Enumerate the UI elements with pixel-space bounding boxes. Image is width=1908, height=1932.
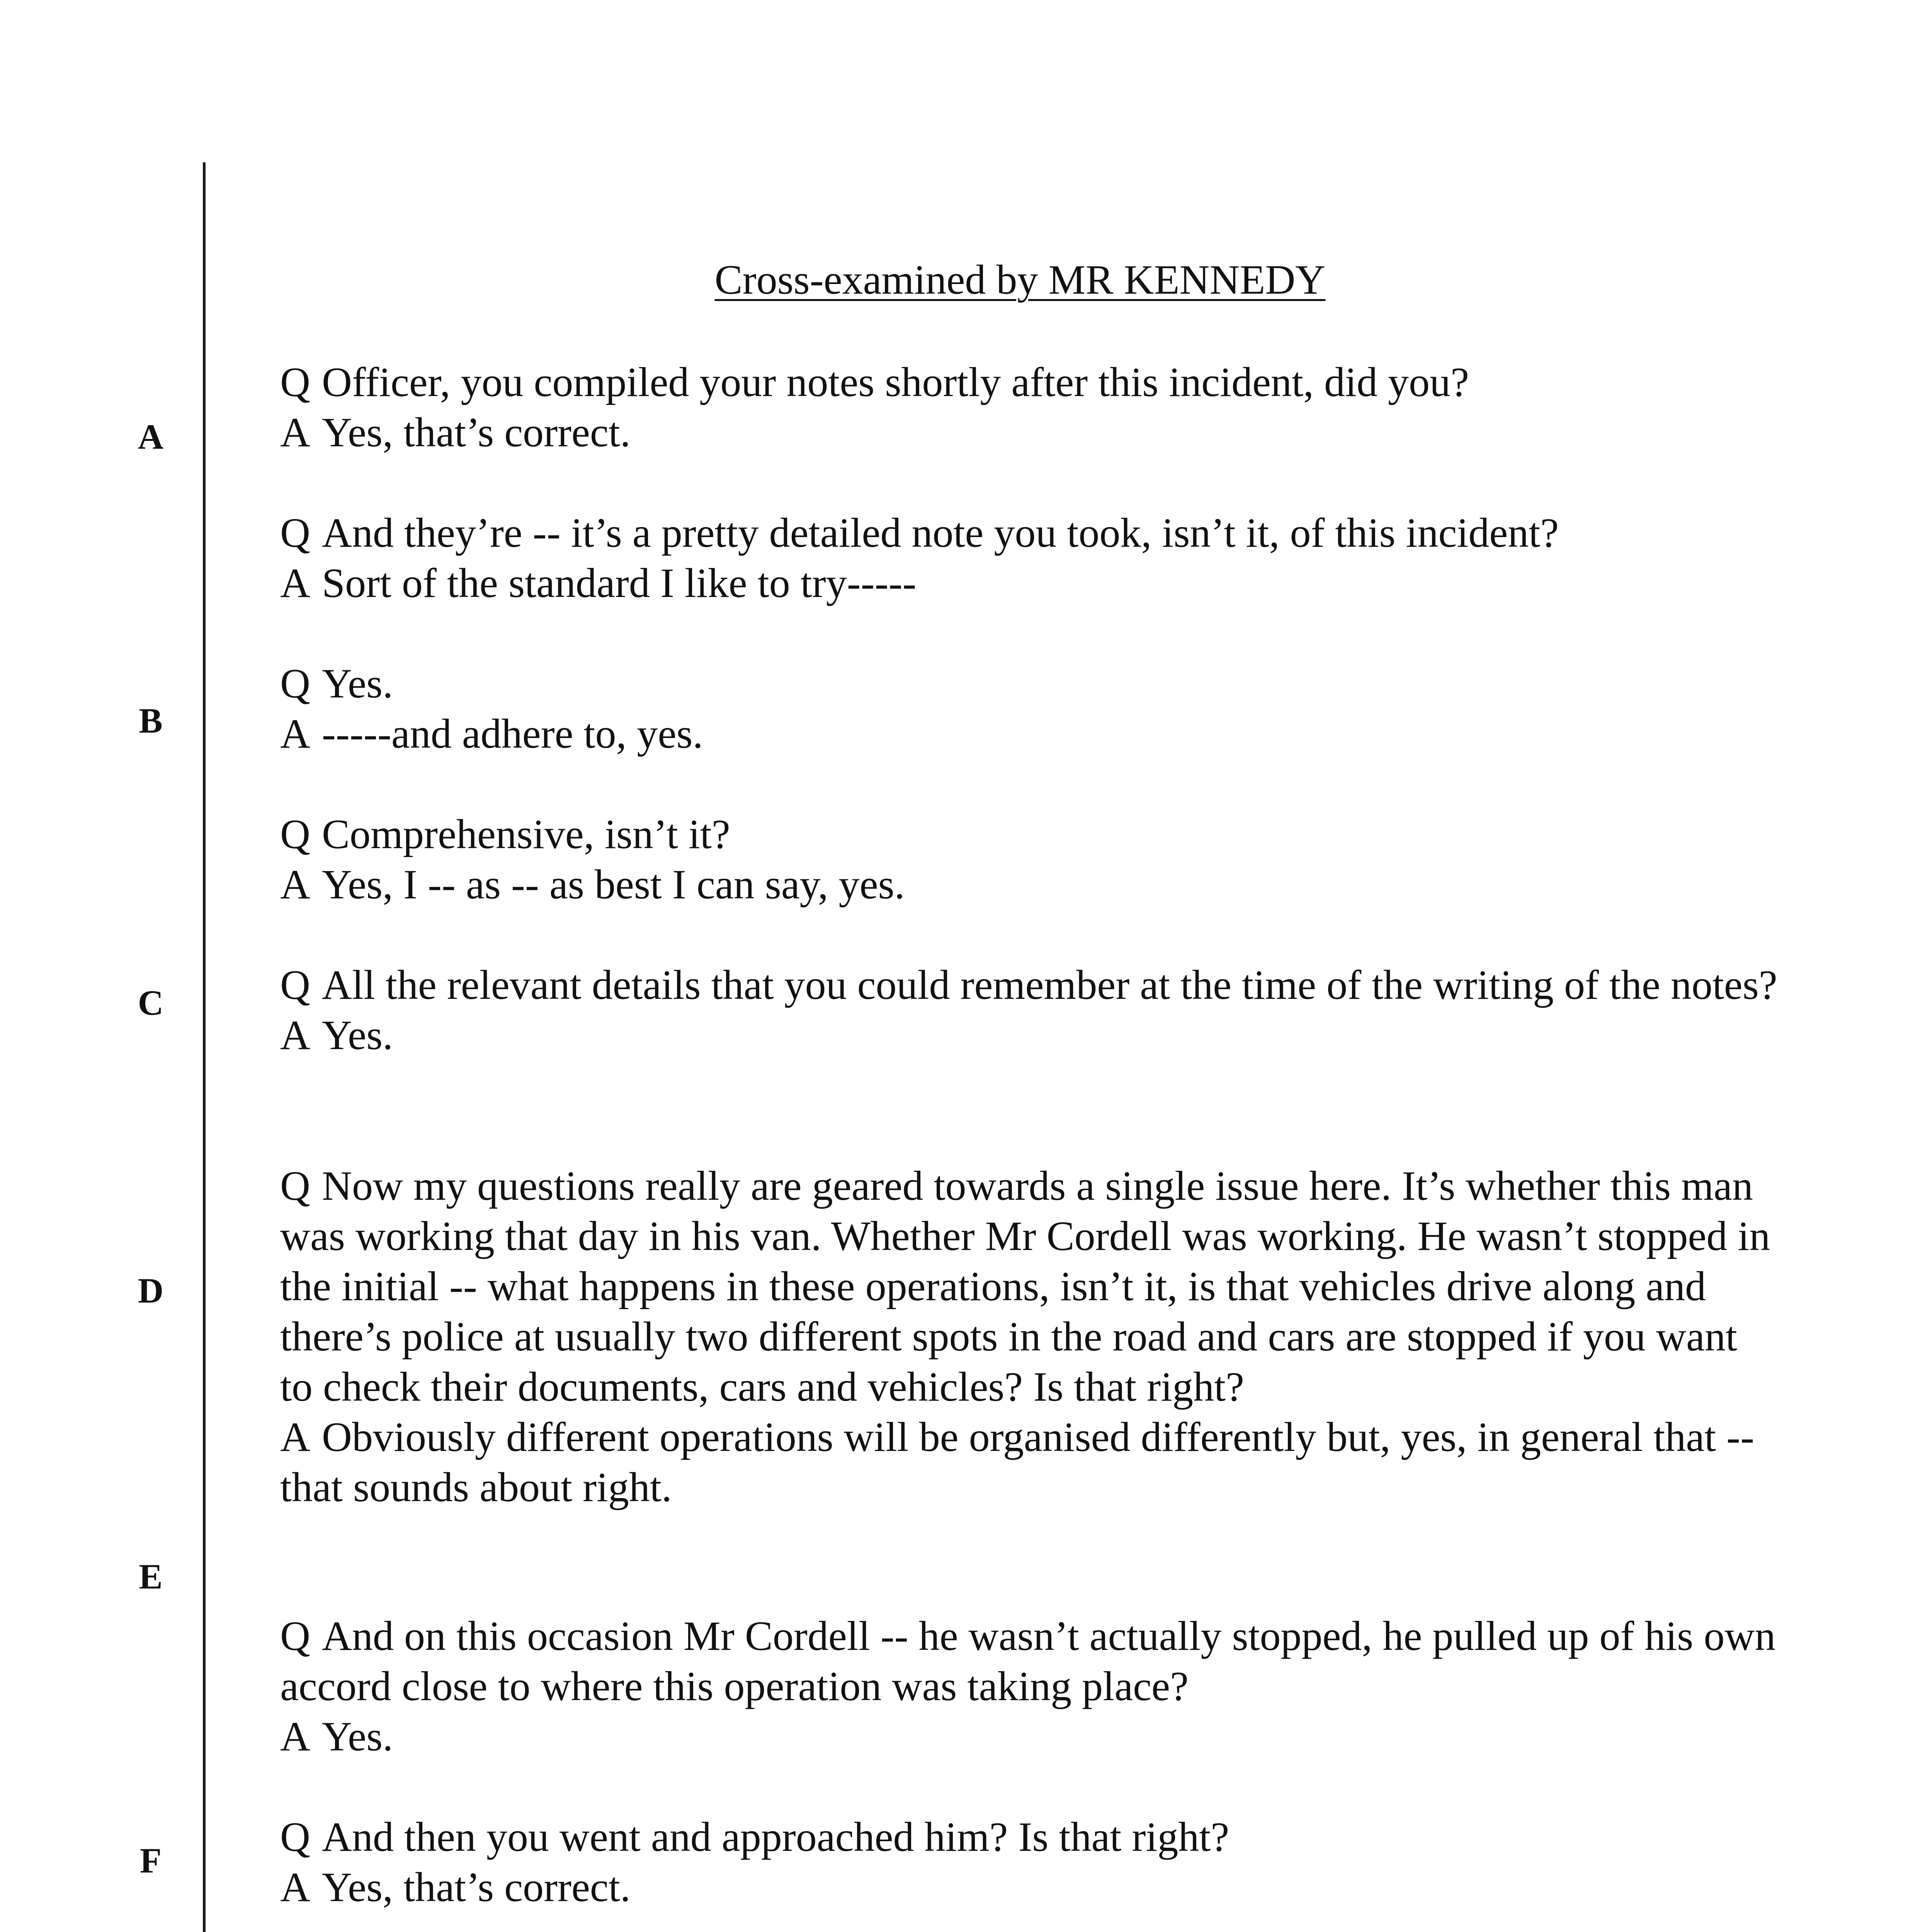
- section-heading: Cross-examined by MR KENNEDY: [714, 257, 1326, 303]
- qa-exchange: [280, 810, 1779, 910]
- answer-text: Yes, that’s correct.: [322, 1864, 631, 1910]
- question-line: [280, 1161, 1779, 1412]
- question-text: Officer, you compiled your notes shortly after this incident, did you?: [322, 359, 1469, 405]
- qa-exchange: [280, 659, 1779, 759]
- margin-rule: [203, 162, 206, 1932]
- answer-tag: A: [280, 1714, 310, 1760]
- question-line: [280, 1812, 1779, 1862]
- answer-tag: A: [280, 560, 310, 606]
- qa-exchange: [280, 1161, 1779, 1513]
- margin-letter-f: F: [139, 1841, 162, 1880]
- qa-exchange: [280, 357, 1779, 458]
- question-line: [280, 659, 1779, 709]
- answer-text: Sort of the standard I like to try-----: [322, 560, 917, 606]
- answer-line: [280, 558, 1779, 609]
- answer-line: [280, 1712, 1779, 1762]
- answer-tag: A: [280, 410, 310, 456]
- margin-letter-e: E: [139, 1557, 163, 1596]
- margin-letter-b: B: [139, 701, 163, 740]
- question-text: Now my questions really are geared towards a single issue here. It’s whether this man was working that day in his van. Whether Mr Cordell was working. He wasn’t stopped in the initial -- what happens in these operations, isn’t it, is that vehicles drive along and there’s police at usually two different spots in the road and cars are stopped if you want to check their documents, cars and vehicles? Is that right?: [280, 1163, 1770, 1410]
- answer-line: [280, 1010, 1779, 1061]
- margin-letter-a: A: [138, 417, 164, 456]
- answer-tag: A: [280, 862, 310, 908]
- answer-text: -----and adhere to, yes.: [322, 711, 703, 757]
- answer-text: Obviously different operations will be organised differently but, yes, in general that -- that sounds about right.: [280, 1414, 1755, 1510]
- question-line: [280, 960, 1779, 1010]
- answer-text: Yes.: [322, 1714, 393, 1760]
- answer-line: [280, 1862, 1779, 1913]
- answer-line: [280, 408, 1779, 458]
- answer-tag: A: [280, 1012, 310, 1058]
- question-text: Comprehensive, isn’t it?: [322, 811, 730, 857]
- answer-line: [280, 860, 1779, 910]
- question-tag: Q: [280, 962, 310, 1008]
- question-text: Yes.: [322, 661, 393, 707]
- qa-exchange: [280, 1812, 1779, 1913]
- question-line: [280, 357, 1779, 408]
- question-tag: Q: [280, 811, 310, 857]
- question-text: All the relevant details that you could remember at the time of the writing of the notes?: [322, 962, 1777, 1008]
- answer-tag: A: [280, 1864, 310, 1910]
- margin-letter-d: D: [138, 1271, 164, 1310]
- question-line: [280, 810, 1779, 860]
- question-text: And then you went and approached him? Is that right?: [322, 1814, 1229, 1860]
- question-line: [280, 1611, 1779, 1712]
- answer-tag: A: [280, 1414, 310, 1460]
- question-tag: Q: [280, 661, 310, 707]
- question-tag: Q: [280, 510, 310, 556]
- answer-line: [280, 709, 1779, 759]
- answer-text: Yes, that’s correct.: [322, 410, 631, 456]
- answer-text: Yes, I -- as -- as best I can say, yes.: [322, 862, 905, 908]
- question-tag: Q: [280, 1814, 310, 1860]
- question-tag: Q: [280, 1163, 310, 1209]
- margin-letter-c: C: [138, 983, 164, 1022]
- question-line: [280, 508, 1779, 558]
- question-text: And they’re -- it’s a pretty detailed note you took, isn’t it, of this incident?: [322, 510, 1559, 556]
- question-tag: Q: [280, 1613, 310, 1659]
- question-tag: Q: [280, 359, 310, 405]
- qa-exchange: [280, 960, 1779, 1061]
- qa-exchange: [280, 508, 1779, 609]
- question-text: And on this occasion Mr Cordell -- he wasn’t actually stopped, he pulled up of his own accord close to where this operation was taking place?: [280, 1613, 1776, 1709]
- answer-line: [280, 1412, 1779, 1513]
- qa-exchange: [280, 1611, 1779, 1762]
- answer-text: Yes.: [322, 1012, 393, 1058]
- answer-tag: A: [280, 711, 310, 757]
